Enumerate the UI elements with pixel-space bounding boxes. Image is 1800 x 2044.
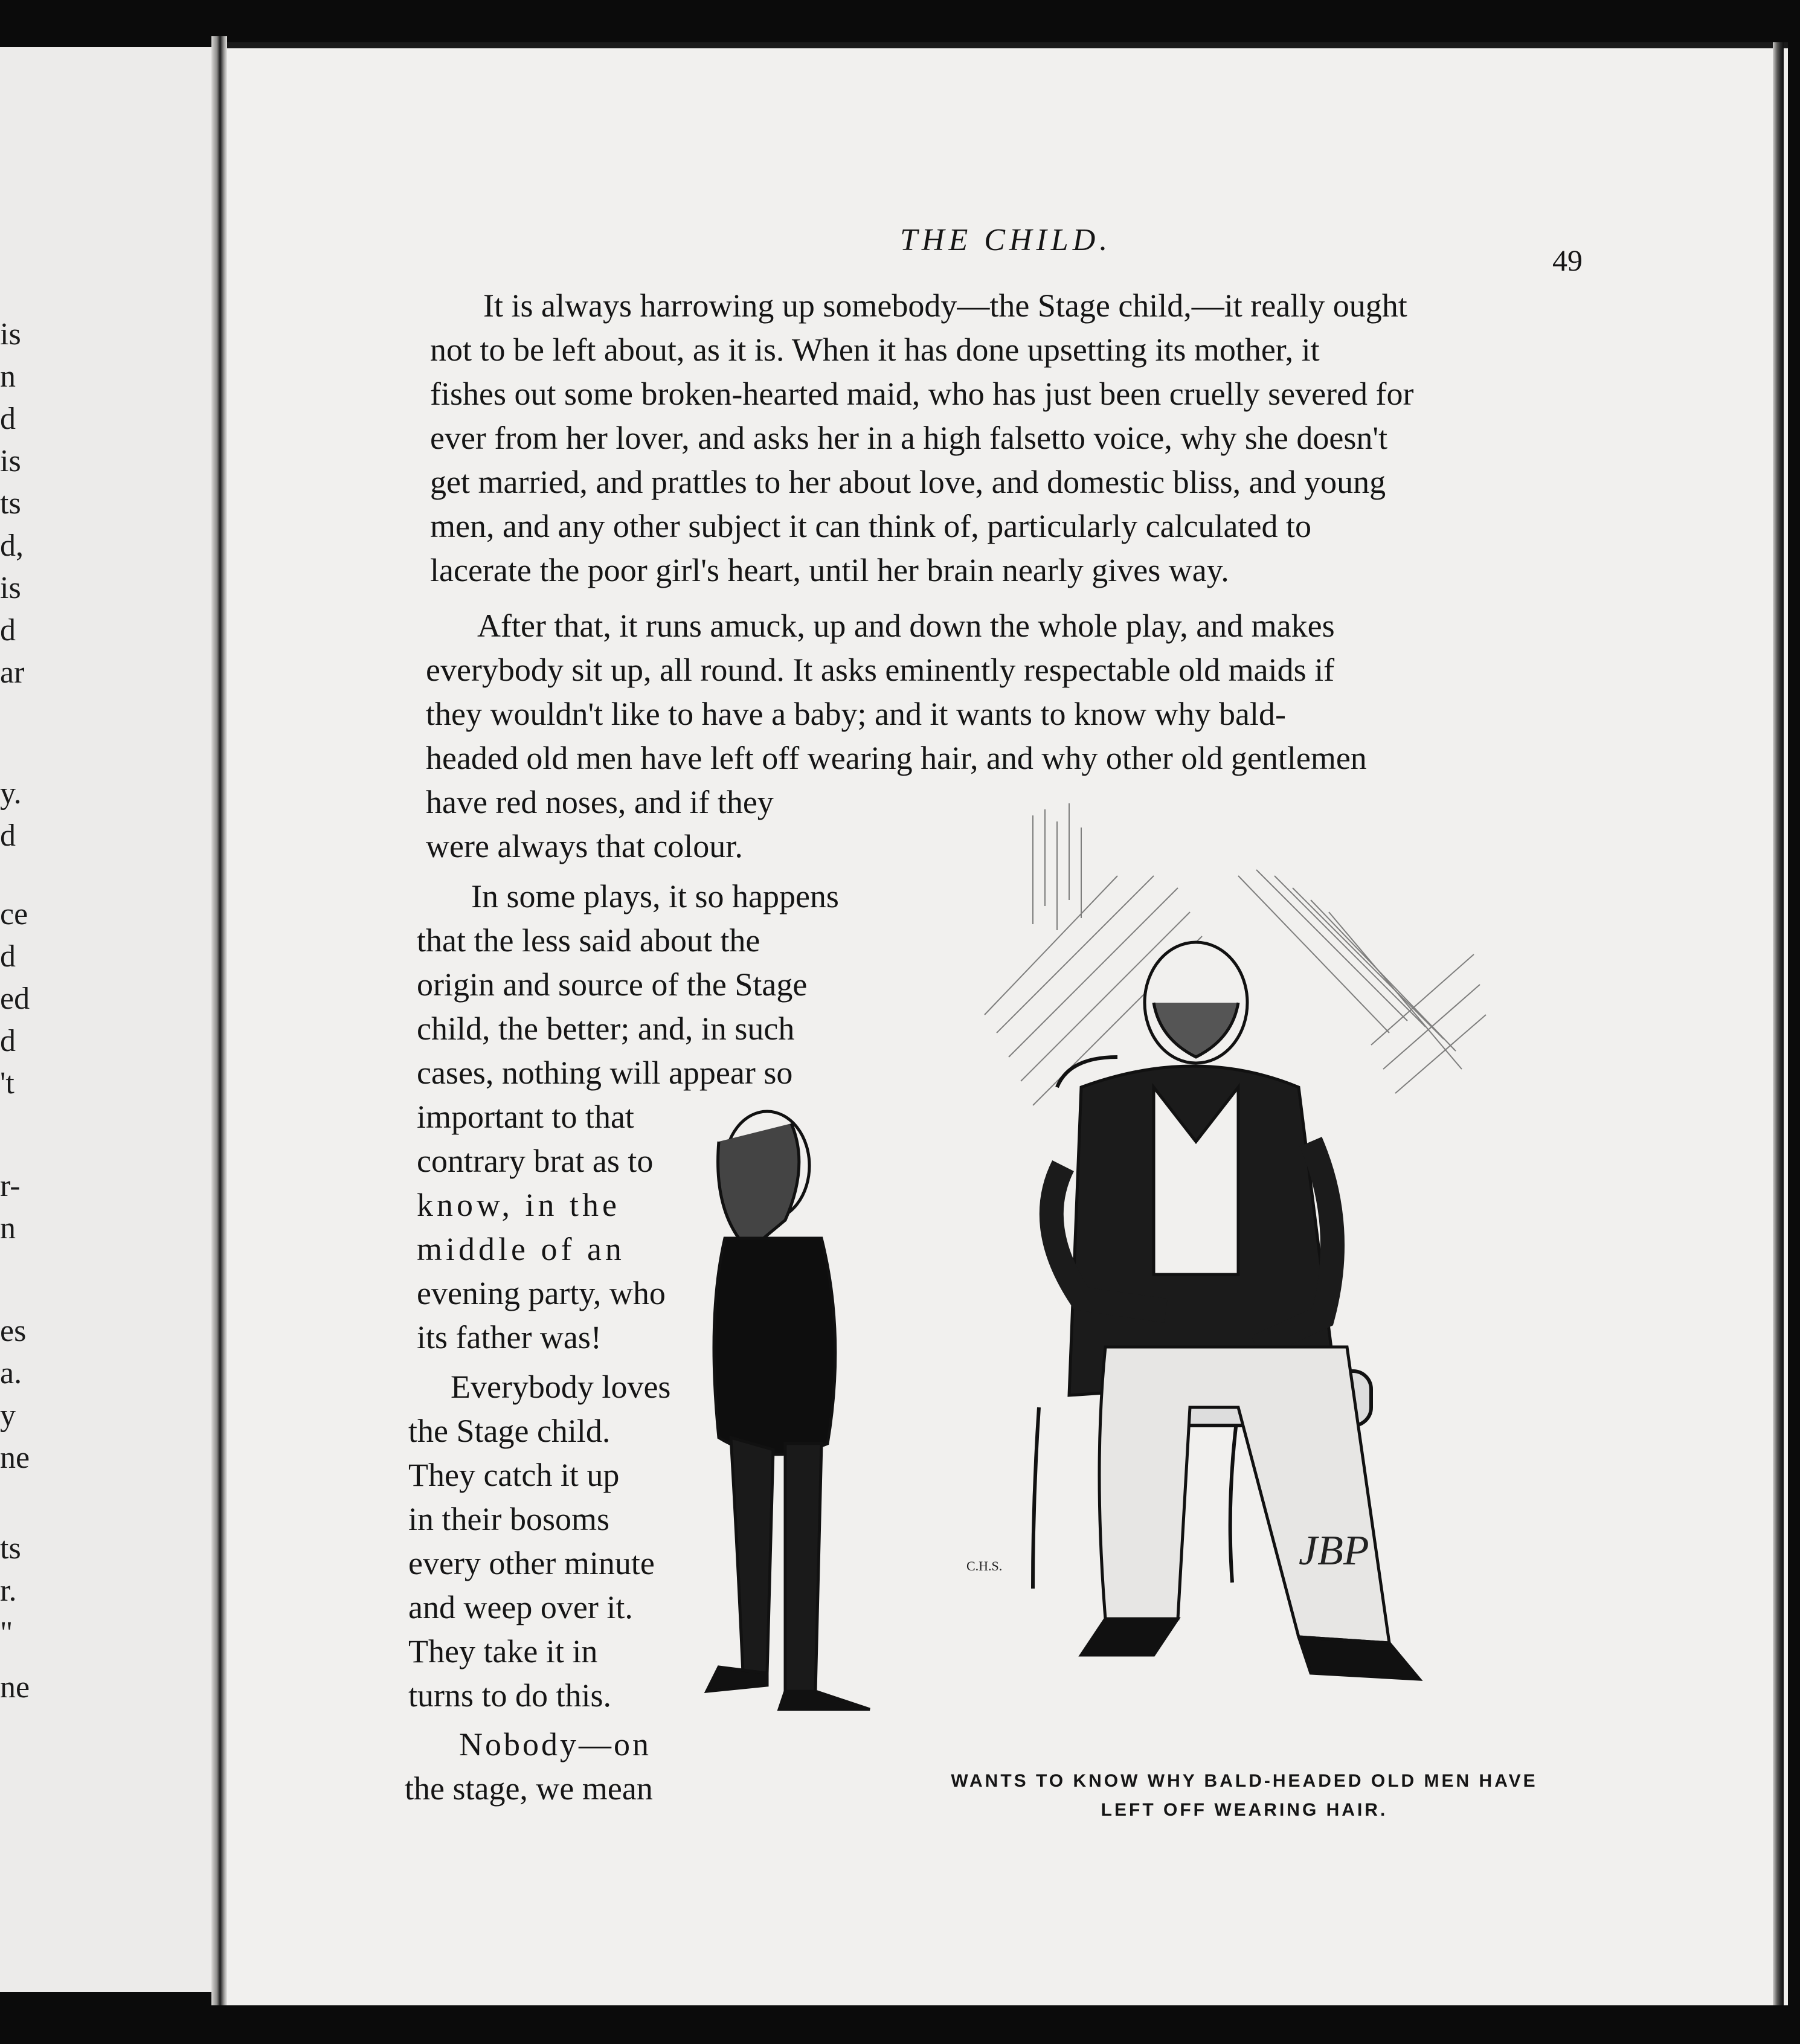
boy xyxy=(707,1111,870,1709)
text-line: they wouldn't like to have a baby; and it wants to know why bald- xyxy=(426,696,1286,732)
text-line: every other minute xyxy=(408,1545,655,1581)
previous-page-fragment: ts xyxy=(0,486,21,521)
text-line: the stage, we mean xyxy=(405,1770,653,1807)
text-line: turns to do this. xyxy=(408,1677,612,1714)
text-line: headed old men have left off wearing hair, and why other old gentlemen xyxy=(426,740,1367,776)
engraver-mark: C.H.S. xyxy=(966,1558,1003,1573)
text-line: contrary brat as to xyxy=(417,1143,654,1179)
paragraph-4 xyxy=(408,1365,710,1718)
running-head: THE CHILD. xyxy=(900,223,1112,257)
caption-line: WANTS TO KNOW WHY BALD-HEADED OLD MEN HAVE xyxy=(951,1771,1538,1791)
text-line: After that, it runs amuck, up and down the whole play, and makes xyxy=(477,608,1335,644)
illustration-caption xyxy=(918,1767,1570,1825)
previous-page-fragment: ts xyxy=(0,1531,21,1566)
artist-signature: JBP xyxy=(1299,1528,1369,1574)
paragraph-1 xyxy=(430,284,1590,593)
page-edge xyxy=(1773,42,1784,2005)
previous-page xyxy=(0,47,211,1992)
text-line: know, in the xyxy=(417,1187,620,1223)
previous-page-fragment: n xyxy=(0,359,16,394)
text-line: It is always harrowing up somebody—the Stage child,—it really ought xyxy=(483,288,1407,324)
previous-page-fragment: a. xyxy=(0,1356,22,1390)
text-line: the Stage child. xyxy=(408,1413,611,1449)
text-line: In some plays, it so happens xyxy=(471,878,839,914)
text-line: have red noses, and if they xyxy=(426,784,774,820)
previous-page-fragment: ne xyxy=(0,1441,30,1475)
previous-page-fragment: ne xyxy=(0,1670,30,1705)
text-line: its father was! xyxy=(417,1319,602,1355)
text-line: They catch it up xyxy=(408,1457,620,1493)
previous-page-fragment: is xyxy=(0,317,21,352)
text-line: cases, nothing will appear so xyxy=(417,1055,793,1091)
text-line: get married, and prattles to her about love, and domestic bliss, and young xyxy=(430,464,1386,500)
text-line: lacerate the poor girl's heart, until her brain nearly gives way. xyxy=(430,552,1229,588)
text-line: everybody sit up, all round. It asks eminently respectable old maids if xyxy=(426,652,1335,688)
previous-page-fragment: d xyxy=(0,402,16,436)
text-line: and weep over it. xyxy=(408,1589,633,1625)
previous-page-fragment: y xyxy=(0,1398,16,1433)
text-line: ever from her lover, and asks her in a high falsetto voice, why she doesn't xyxy=(430,420,1388,456)
page-number: 49 xyxy=(1552,243,1583,277)
text-line: They take it in xyxy=(408,1633,598,1670)
text-line: middle of an xyxy=(417,1231,625,1267)
previous-page-fragment: r- xyxy=(0,1169,21,1203)
illustration xyxy=(695,803,1552,1746)
text-line: Everybody loves xyxy=(451,1369,671,1405)
text-line: that the less said about the xyxy=(417,922,760,959)
text-line: not to be left about, as it is. When it has done upsetting its mother, it xyxy=(430,332,1320,368)
text-line: important to that xyxy=(417,1099,634,1135)
previous-page-fragment: is xyxy=(0,571,21,605)
previous-page-fragment: r. xyxy=(0,1573,17,1608)
text-line: were always that colour. xyxy=(426,828,743,864)
previous-page-fragment: y. xyxy=(0,776,22,811)
text-line: evening party, who xyxy=(417,1275,666,1311)
caption-line: LEFT OFF WEARING HAIR. xyxy=(1101,1800,1388,1820)
previous-page-fragment: d xyxy=(0,1024,16,1058)
previous-page-fragment: d xyxy=(0,613,16,648)
previous-page-fragment: " xyxy=(0,1616,13,1650)
background-hatching xyxy=(985,803,1486,1105)
text-line: in their bosoms xyxy=(408,1501,609,1537)
text-line: Nobody—on xyxy=(459,1726,651,1763)
text-line: fishes out some broken-hearted maid, who has just been cruelly severed for xyxy=(430,376,1414,412)
previous-page-fragment: is xyxy=(0,444,21,478)
book-gutter xyxy=(211,36,227,2005)
previous-page-fragment: es xyxy=(0,1314,27,1348)
paragraph-5 xyxy=(405,1723,707,1811)
previous-page-fragment: ce xyxy=(0,897,28,931)
previous-page-fragment: d xyxy=(0,939,16,974)
previous-page-fragment: 't xyxy=(0,1066,14,1101)
previous-page-fragment: ed xyxy=(0,982,30,1016)
previous-page-fragment: n xyxy=(0,1211,16,1245)
previous-page-fragment: d xyxy=(0,818,16,853)
previous-page-fragment: ar xyxy=(0,655,25,690)
text-line: child, the better; and, in such xyxy=(417,1011,795,1047)
text-line: men, and any other subject it can think of, particularly calculated to xyxy=(430,508,1311,544)
text-line: origin and source of the Stage xyxy=(417,966,808,1003)
previous-page-fragment: d, xyxy=(0,529,24,563)
